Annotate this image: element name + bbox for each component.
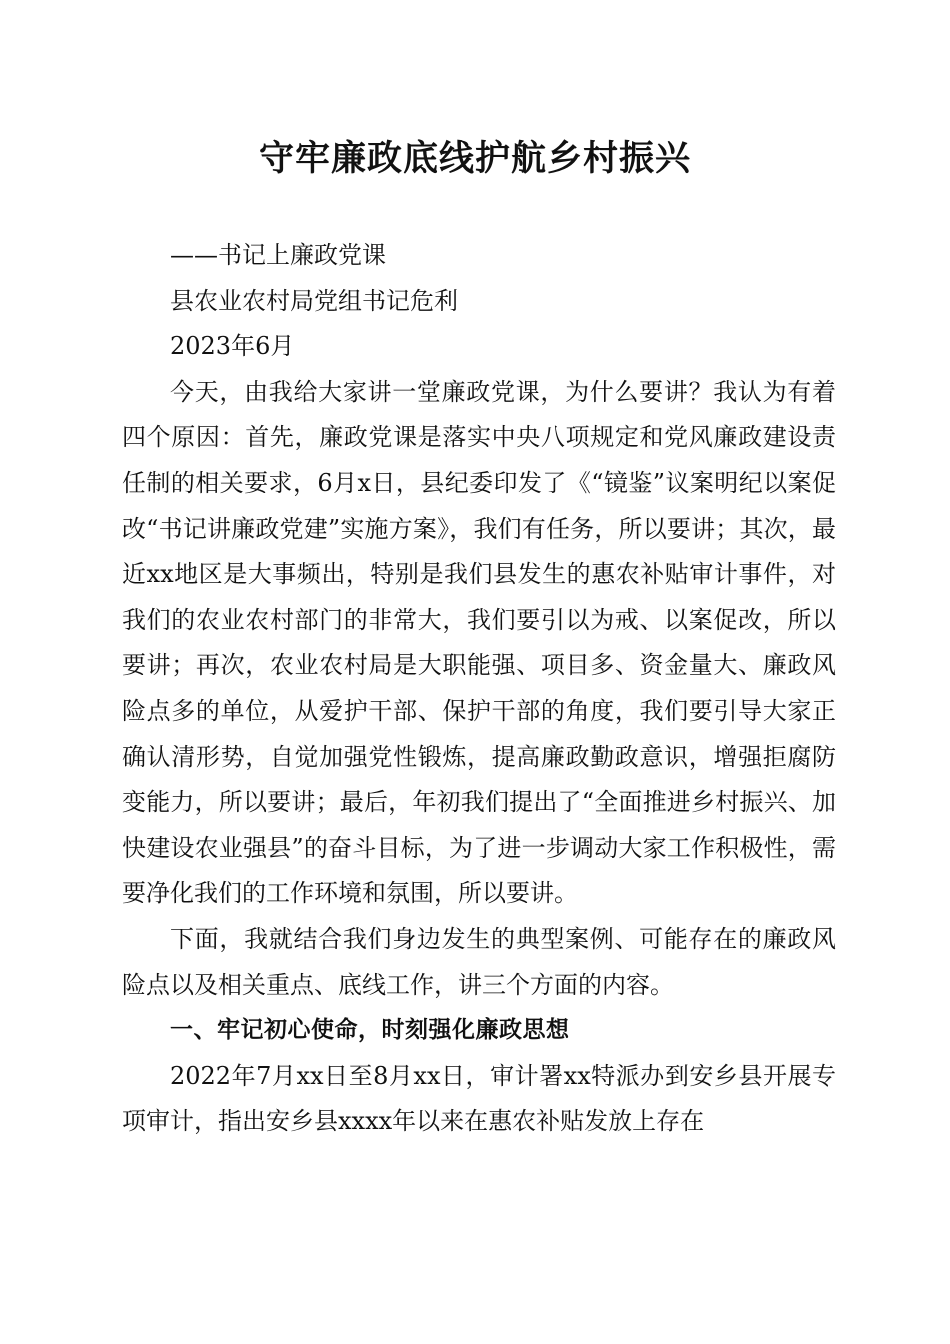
date-line: 2023年6月 bbox=[170, 332, 295, 361]
document-title: 守牢廉政底线护航乡村振兴 bbox=[258, 138, 691, 179]
author-line: 县农业农村局党组书记危利 bbox=[170, 286, 458, 315]
section-heading-1: 一、牢记初心使命，时刻强化廉政思想 bbox=[170, 1017, 570, 1044]
subtitle: ——书记上廉政党课 bbox=[170, 241, 386, 269]
document-body bbox=[122, 233, 836, 1145]
section-paragraph-1: 2022年7月xx日至8月xx日，审计署xx特派办到安乡县开展专项审计，指出安乡县xxxx年以来在惠农补贴发放上存在 bbox=[122, 1061, 836, 1136]
body-paragraph-2: 下面，我就结合我们身边发生的典型案例、可能存在的廉政风险点以及相关重点、底线工作，讲三个方面的内容。 bbox=[122, 924, 836, 999]
body-paragraph-1: 今天，由我给大家讲一堂廉政党课，为什么要讲？我认为有着四个原因：首先，廉政党课是落实中央八项规定和党风廉政建设责任制的相关要求，6月x日，县纪委印发了《“镜鉴”议案明纪以案促改“书记讲廉政党建”实施方案》，我们有任务，所以要讲；其次，最近xx地区是大事频出，特别是我们县发生的惠农补贴审计事件，对我们的农业农村部门的非常大，我们要引以为戒、以案促改，所以要讲；再次，农业农村局是大职能强、项目多、资金量大、廉政风险点多的单位，从爱护干部、保护干部的角度，我们要引导大家正确认清形势，自觉加强党性锻炼，提高廉政勤政意识，增强拒腐防变能力，所以要讲；最后，年初我们提出了“全面推进乡村振兴、加快建设农业强县”的奋斗目标，为了进一步调动大家工作积极性，需要净化我们的工作环境和氛围，所以要讲。 bbox=[122, 377, 836, 908]
